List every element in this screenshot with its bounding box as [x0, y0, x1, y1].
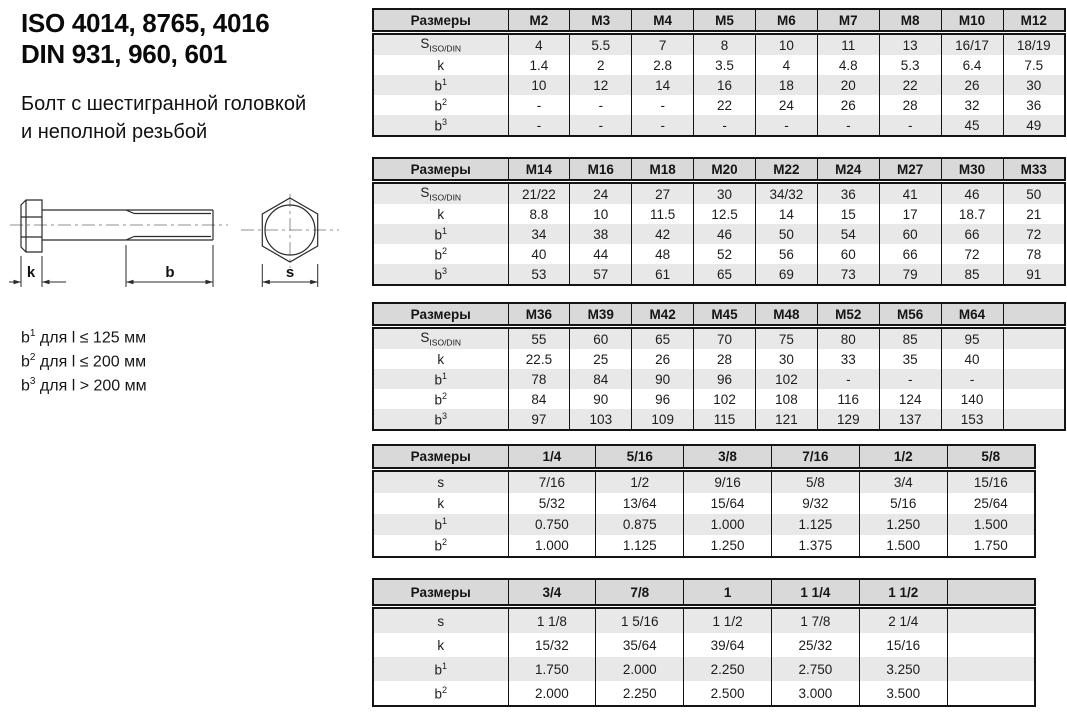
- value-cell: 116: [817, 389, 879, 409]
- value-cell: 48: [632, 244, 694, 264]
- value-cell: 10: [570, 204, 632, 224]
- value-cell: 49: [1003, 115, 1065, 136]
- value-cell: 108: [756, 389, 818, 409]
- value-cell: 8: [694, 33, 756, 56]
- row-label: $S_{ISO/DIN}$: [373, 182, 508, 205]
- dimension-table: [372, 8, 1066, 137]
- value-cell: [947, 607, 1035, 634]
- value-cell: 90: [570, 389, 632, 409]
- page-subtitle: [21, 90, 306, 146]
- column-header: M14: [508, 158, 570, 182]
- value-cell: [1003, 327, 1065, 350]
- value-cell: 40: [508, 244, 570, 264]
- value-cell: 96: [694, 369, 756, 389]
- row-label: $b^3$: [373, 264, 508, 285]
- row-label: $S_{ISO/DIN}$: [373, 327, 508, 350]
- value-cell: 4.8: [817, 55, 879, 75]
- value-cell: -: [632, 115, 694, 136]
- row-label: k: [373, 204, 508, 224]
- value-cell: 2.8: [632, 55, 694, 75]
- value-cell: 7: [632, 33, 694, 56]
- value-cell: 12: [570, 75, 632, 95]
- value-cell: 24: [756, 95, 818, 115]
- bolt-technical-drawing: [8, 192, 358, 302]
- value-cell: 56: [756, 244, 818, 264]
- value-cell: [1003, 389, 1065, 409]
- value-cell: 54: [817, 224, 879, 244]
- page-title: [21, 8, 269, 70]
- value-cell: 60: [817, 244, 879, 264]
- value-cell: 52: [694, 244, 756, 264]
- value-cell: 1.500: [947, 514, 1035, 535]
- value-cell: 26: [817, 95, 879, 115]
- value-cell: 20: [817, 75, 879, 95]
- value-cell: 2.250: [684, 657, 772, 681]
- row-label-header: Размеры: [373, 158, 508, 182]
- value-cell: 38: [570, 224, 632, 244]
- row-label: $b^2$: [373, 535, 508, 557]
- value-cell: 36: [1003, 95, 1065, 115]
- value-cell: 50: [756, 224, 818, 244]
- value-cell: [1003, 369, 1065, 389]
- value-cell: 0.875: [596, 514, 684, 535]
- row-label: $b^3$: [373, 115, 508, 136]
- value-cell: 22: [694, 95, 756, 115]
- row-label: $b^1$: [373, 514, 508, 535]
- value-cell: 1/2: [596, 470, 684, 494]
- value-cell: 11: [817, 33, 879, 56]
- value-cell: 66: [941, 224, 1003, 244]
- value-cell: 95: [941, 327, 1003, 350]
- row-label: $S_{ISO/DIN}$: [373, 33, 508, 56]
- value-cell: 13: [879, 33, 941, 56]
- value-cell: 72: [1003, 224, 1065, 244]
- value-cell: [1003, 349, 1065, 369]
- row-label: $b^2$: [373, 681, 508, 706]
- value-cell: 57: [570, 264, 632, 285]
- value-cell: 121: [756, 409, 818, 430]
- value-cell: 30: [756, 349, 818, 369]
- value-cell: 42: [632, 224, 694, 244]
- column-header: M39: [570, 303, 632, 327]
- column-header: M22: [756, 158, 818, 182]
- value-cell: 72: [941, 244, 1003, 264]
- legend-item-b3: $b^3$ для l > 200 мм: [21, 375, 147, 394]
- value-cell: 24: [570, 182, 632, 205]
- value-cell: 10: [756, 33, 818, 56]
- value-cell: 46: [941, 182, 1003, 205]
- column-header: M27: [879, 158, 941, 182]
- value-cell: 22.5: [508, 349, 570, 369]
- value-cell: 55: [508, 327, 570, 350]
- column-header: [1003, 303, 1065, 327]
- dimension-k-label: k: [26, 264, 36, 281]
- value-cell: 3.250: [859, 657, 947, 681]
- value-cell: 4: [756, 55, 818, 75]
- column-header: M5: [694, 9, 756, 33]
- column-header: M3: [570, 9, 632, 33]
- value-cell: 2: [570, 55, 632, 75]
- column-header: 5/8: [947, 445, 1035, 470]
- value-cell: -: [632, 95, 694, 115]
- value-cell: 15/16: [859, 633, 947, 657]
- value-cell: 7.5: [1003, 55, 1065, 75]
- value-cell: 0.750: [508, 514, 596, 535]
- row-label: s: [373, 470, 508, 494]
- column-header: M48: [756, 303, 818, 327]
- value-cell: 65: [694, 264, 756, 285]
- table-inch-3-4-to-1-1-2: [372, 578, 1036, 707]
- value-cell: 13/64: [596, 493, 684, 514]
- row-label-header: Размеры: [373, 445, 508, 470]
- value-cell: -: [879, 115, 941, 136]
- value-cell: 1.000: [508, 535, 596, 557]
- value-cell: 45: [941, 115, 1003, 136]
- value-cell: 34/32: [756, 182, 818, 205]
- value-cell: 78: [508, 369, 570, 389]
- value-cell: 6.4: [941, 55, 1003, 75]
- value-cell: 15: [817, 204, 879, 224]
- value-cell: 1.125: [596, 535, 684, 557]
- value-cell: 36: [817, 182, 879, 205]
- value-cell: 4: [508, 33, 570, 56]
- value-cell: 90: [632, 369, 694, 389]
- value-cell: 70: [694, 327, 756, 350]
- value-cell: -: [817, 369, 879, 389]
- column-header: 1/4: [508, 445, 596, 470]
- value-cell: 1.250: [859, 514, 947, 535]
- value-cell: 129: [817, 409, 879, 430]
- value-cell: 2.750: [771, 657, 859, 681]
- value-cell: [947, 657, 1035, 681]
- value-cell: 21/22: [508, 182, 570, 205]
- value-cell: 153: [941, 409, 1003, 430]
- value-cell: 30: [1003, 75, 1065, 95]
- value-cell: 26: [632, 349, 694, 369]
- value-cell: -: [508, 115, 570, 136]
- value-cell: 15/16: [947, 470, 1035, 494]
- value-cell: 140: [941, 389, 1003, 409]
- value-cell: 34: [508, 224, 570, 244]
- value-cell: 1.375: [771, 535, 859, 557]
- value-cell: [947, 633, 1035, 657]
- row-label: $b^1$: [373, 224, 508, 244]
- value-cell: 115: [694, 409, 756, 430]
- value-cell: -: [694, 115, 756, 136]
- value-cell: -: [570, 95, 632, 115]
- value-cell: -: [756, 115, 818, 136]
- value-cell: 84: [570, 369, 632, 389]
- column-header: M36: [508, 303, 570, 327]
- column-header: M16: [570, 158, 632, 182]
- value-cell: 14: [756, 204, 818, 224]
- row-label: $b^2$: [373, 95, 508, 115]
- value-cell: -: [570, 115, 632, 136]
- value-cell: 5/32: [508, 493, 596, 514]
- value-cell: 60: [570, 327, 632, 350]
- value-cell: 15/64: [684, 493, 772, 514]
- value-cell: [1003, 409, 1065, 430]
- title-din: DIN 931, 960, 601: [21, 39, 227, 69]
- value-cell: 35: [879, 349, 941, 369]
- row-label: $b^2$: [373, 244, 508, 264]
- value-cell: 15/32: [508, 633, 596, 657]
- value-cell: 61: [632, 264, 694, 285]
- column-header: M33: [1003, 158, 1065, 182]
- value-cell: 44: [570, 244, 632, 264]
- row-label: $b^1$: [373, 369, 508, 389]
- dimension-table: [372, 302, 1066, 431]
- legend-item-b1: $b^1$ для l ≤ 125 мм: [21, 328, 147, 347]
- row-label: $b^1$: [373, 75, 508, 95]
- value-cell: 84: [508, 389, 570, 409]
- value-cell: 9/32: [771, 493, 859, 514]
- column-header: M52: [817, 303, 879, 327]
- dimension-table: [372, 444, 1036, 558]
- column-header: M12: [1003, 9, 1065, 33]
- value-cell: 137: [879, 409, 941, 430]
- row-label: k: [373, 633, 508, 657]
- value-cell: 1.250: [684, 535, 772, 557]
- column-header: M10: [941, 9, 1003, 33]
- column-header: M64: [941, 303, 1003, 327]
- value-cell: -: [817, 115, 879, 136]
- column-header: 7/8: [596, 579, 684, 607]
- value-cell: 22: [879, 75, 941, 95]
- value-cell: 1 7/8: [771, 607, 859, 634]
- value-cell: 5.5: [570, 33, 632, 56]
- value-cell: 1.500: [859, 535, 947, 557]
- column-header: M6: [756, 9, 818, 33]
- value-cell: 69: [756, 264, 818, 285]
- column-header: 1/2: [859, 445, 947, 470]
- value-cell: 1.125: [771, 514, 859, 535]
- row-label: k: [373, 349, 508, 369]
- row-label: $b^1$: [373, 657, 508, 681]
- value-cell: 3/4: [859, 470, 947, 494]
- value-cell: 1 1/8: [508, 607, 596, 634]
- value-cell: 25/32: [771, 633, 859, 657]
- value-cell: 41: [879, 182, 941, 205]
- value-cell: 85: [879, 327, 941, 350]
- title-iso: ISO 4014, 8765, 4016: [21, 8, 270, 38]
- value-cell: 103: [570, 409, 632, 430]
- column-header: 3/8: [684, 445, 772, 470]
- value-cell: 14: [632, 75, 694, 95]
- legend: [21, 324, 147, 395]
- column-header: 1: [684, 579, 772, 607]
- table-metric-m2-m12: [372, 8, 1066, 137]
- value-cell: 17: [879, 204, 941, 224]
- value-cell: 5/16: [859, 493, 947, 514]
- value-cell: 18: [756, 75, 818, 95]
- value-cell: 85: [941, 264, 1003, 285]
- table-metric-m14-m33: [372, 157, 1066, 286]
- dimension-table: [372, 157, 1066, 286]
- value-cell: 3.000: [771, 681, 859, 706]
- value-cell: 102: [694, 389, 756, 409]
- row-label: k: [373, 55, 508, 75]
- value-cell: 79: [879, 264, 941, 285]
- value-cell: 5.3: [879, 55, 941, 75]
- row-label: s: [373, 607, 508, 634]
- value-cell: 46: [694, 224, 756, 244]
- value-cell: 1 1/2: [684, 607, 772, 634]
- subtitle-line-1: Болт с шестигранной головкой: [21, 93, 307, 115]
- row-label-header: Размеры: [373, 9, 508, 33]
- row-label-header: Размеры: [373, 579, 508, 607]
- value-cell: 8.8: [508, 204, 570, 224]
- value-cell: -: [941, 369, 1003, 389]
- value-cell: 91: [1003, 264, 1065, 285]
- value-cell: 5/8: [771, 470, 859, 494]
- column-header: M24: [817, 158, 879, 182]
- value-cell: 2.500: [684, 681, 772, 706]
- column-header: M30: [941, 158, 1003, 182]
- table-metric-m36-m64: [372, 302, 1066, 431]
- value-cell: 75: [756, 327, 818, 350]
- value-cell: 97: [508, 409, 570, 430]
- value-cell: -: [508, 95, 570, 115]
- value-cell: 2.000: [508, 681, 596, 706]
- column-header: 7/16: [771, 445, 859, 470]
- row-label-header: Размеры: [373, 303, 508, 327]
- value-cell: 1.750: [947, 535, 1035, 557]
- value-cell: 11.5: [632, 204, 694, 224]
- column-header: M4: [632, 9, 694, 33]
- value-cell: 50: [1003, 182, 1065, 205]
- value-cell: 2.250: [596, 681, 684, 706]
- column-header: M45: [694, 303, 756, 327]
- value-cell: 1.000: [684, 514, 772, 535]
- value-cell: 28: [879, 95, 941, 115]
- value-cell: 124: [879, 389, 941, 409]
- column-header: M42: [632, 303, 694, 327]
- value-cell: 39/64: [684, 633, 772, 657]
- column-header: 1 1/2: [859, 579, 947, 607]
- legend-item-b2: $b^2$ для l ≤ 200 мм: [21, 351, 147, 371]
- value-cell: 96: [632, 389, 694, 409]
- column-header: 5/16: [596, 445, 684, 470]
- value-cell: 16/17: [941, 33, 1003, 56]
- value-cell: 65: [632, 327, 694, 350]
- dimension-b-label: b: [165, 264, 175, 281]
- value-cell: 7/16: [508, 470, 596, 494]
- value-cell: 102: [756, 369, 818, 389]
- value-cell: 25: [570, 349, 632, 369]
- value-cell: 9/16: [684, 470, 772, 494]
- dimension-s-label: s: [285, 264, 295, 281]
- value-cell: 26: [941, 75, 1003, 95]
- row-label: k: [373, 493, 508, 514]
- value-cell: 78: [1003, 244, 1065, 264]
- row-label: $b^3$: [373, 409, 508, 430]
- column-header: M2: [508, 9, 570, 33]
- value-cell: 3.500: [859, 681, 947, 706]
- value-cell: 35/64: [596, 633, 684, 657]
- value-cell: 12.5: [694, 204, 756, 224]
- value-cell: 80: [817, 327, 879, 350]
- value-cell: 30: [694, 182, 756, 205]
- value-cell: 1 5/16: [596, 607, 684, 634]
- value-cell: 21: [1003, 204, 1065, 224]
- value-cell: 109: [632, 409, 694, 430]
- dimension-table: [372, 578, 1036, 707]
- column-header: M18: [632, 158, 694, 182]
- value-cell: -: [879, 369, 941, 389]
- column-header: M56: [879, 303, 941, 327]
- value-cell: 53: [508, 264, 570, 285]
- value-cell: 25/64: [947, 493, 1035, 514]
- value-cell: 18/19: [1003, 33, 1065, 56]
- value-cell: 60: [879, 224, 941, 244]
- value-cell: 66: [879, 244, 941, 264]
- value-cell: 1.750: [508, 657, 596, 681]
- column-header: M8: [879, 9, 941, 33]
- value-cell: 2.000: [596, 657, 684, 681]
- value-cell: 40: [941, 349, 1003, 369]
- subtitle-line-2: и неполной резьбой: [21, 121, 208, 143]
- value-cell: 28: [694, 349, 756, 369]
- column-header: [947, 579, 1035, 607]
- value-cell: 10: [508, 75, 570, 95]
- column-header: 1 1/4: [771, 579, 859, 607]
- column-header: 3/4: [508, 579, 596, 607]
- column-header: M20: [694, 158, 756, 182]
- value-cell: 27: [632, 182, 694, 205]
- value-cell: [947, 681, 1035, 706]
- value-cell: 33: [817, 349, 879, 369]
- column-header: M7: [817, 9, 879, 33]
- row-label: $b^2$: [373, 389, 508, 409]
- value-cell: 16: [694, 75, 756, 95]
- value-cell: 1.4: [508, 55, 570, 75]
- value-cell: 32: [941, 95, 1003, 115]
- value-cell: 2 1/4: [859, 607, 947, 634]
- value-cell: 73: [817, 264, 879, 285]
- value-cell: 18.7: [941, 204, 1003, 224]
- table-inch-quarter-to-5-8: [372, 444, 1036, 558]
- value-cell: 3.5: [694, 55, 756, 75]
